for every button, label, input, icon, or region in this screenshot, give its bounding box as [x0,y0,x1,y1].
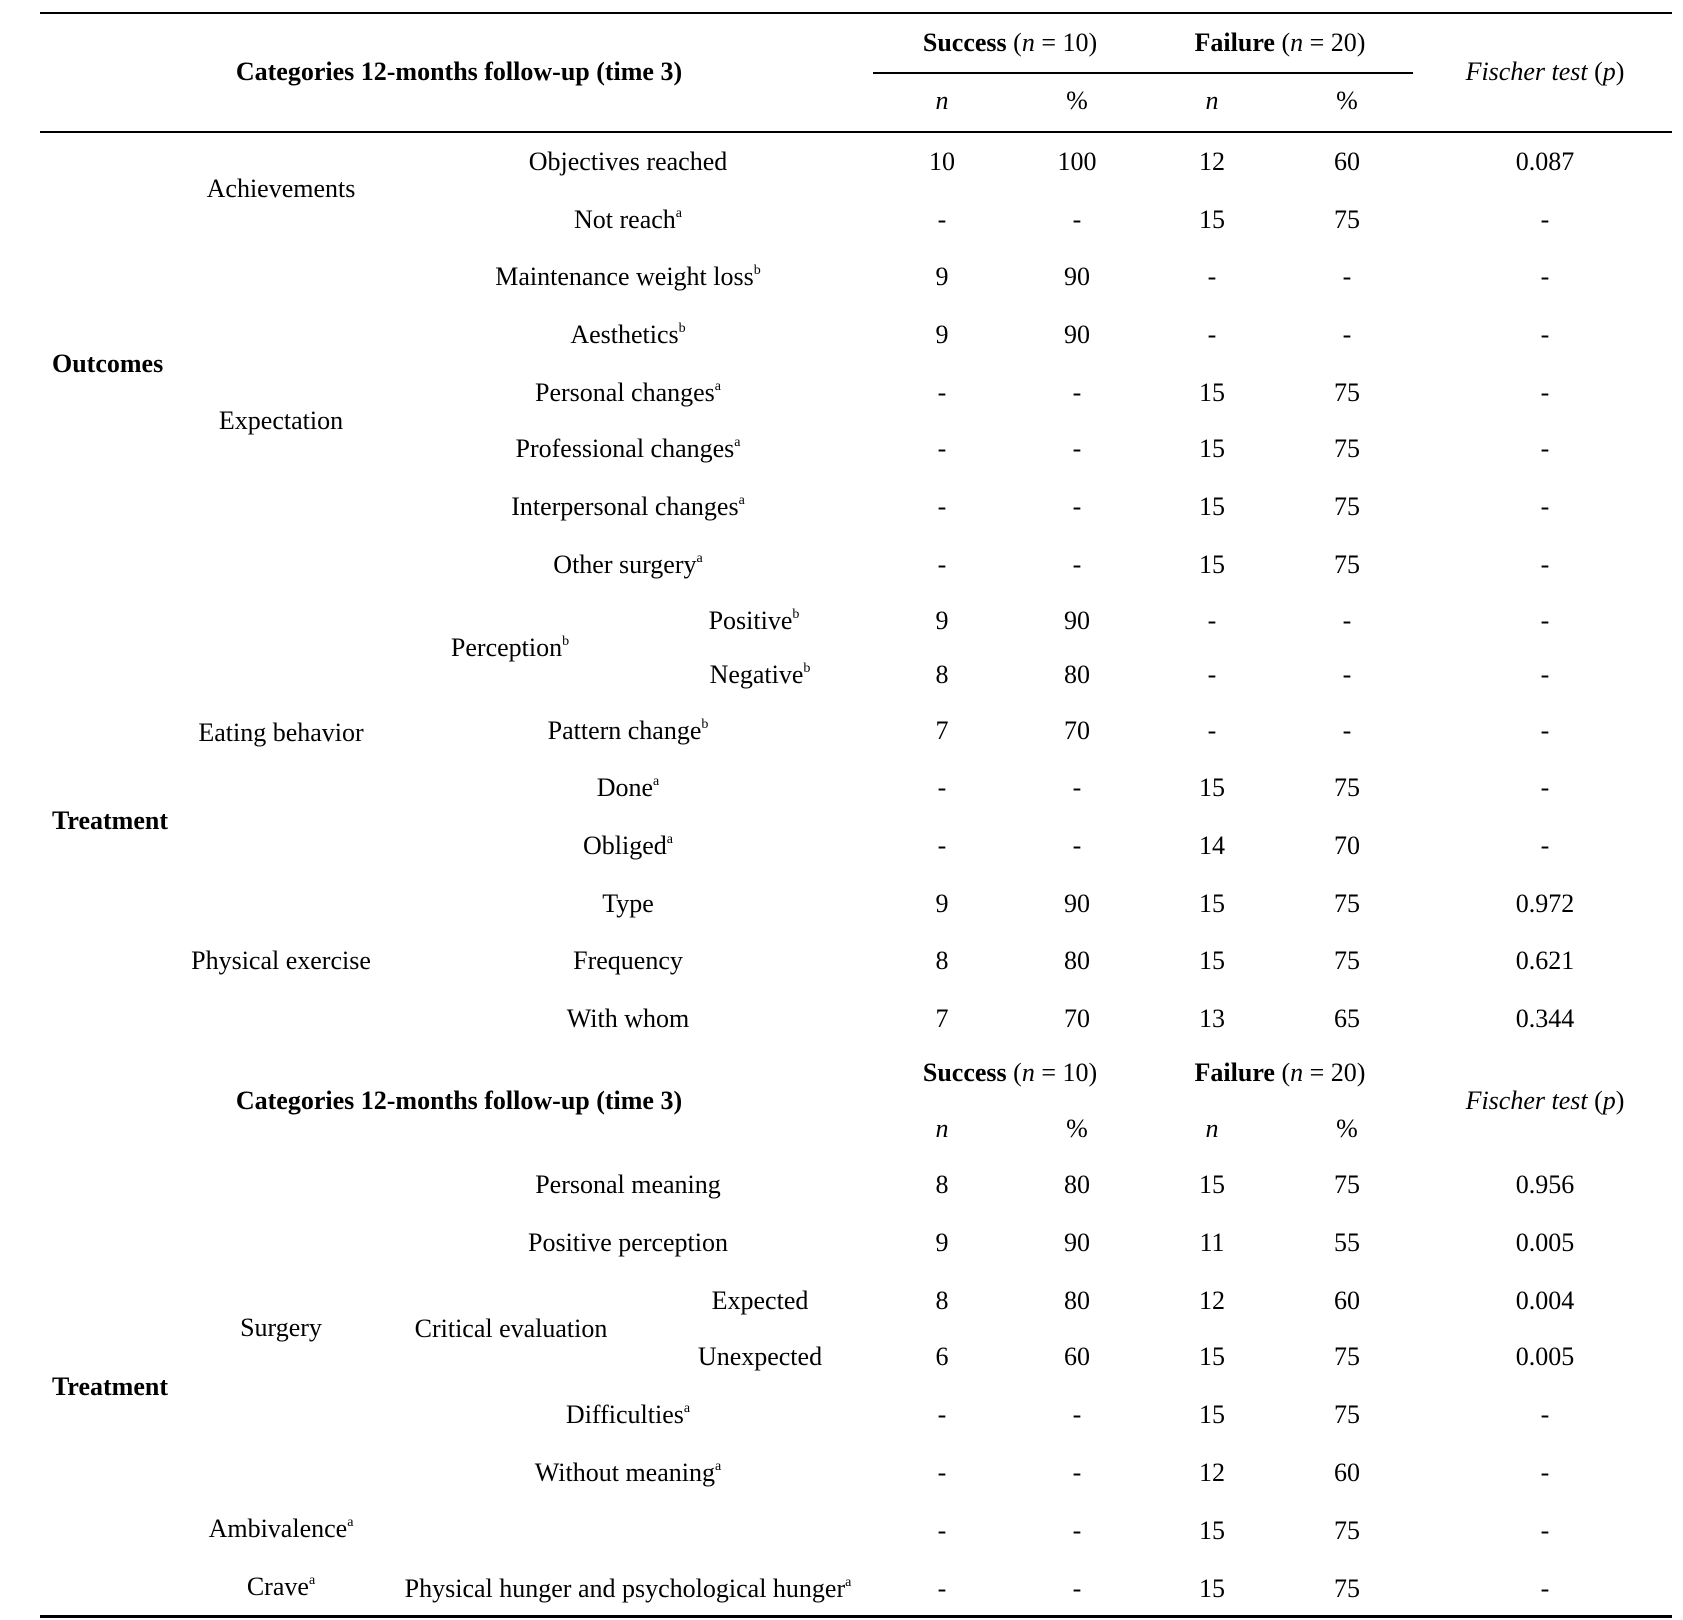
subgroup-expectation: Expectation [218,406,344,435]
success-percent-cell: - [1072,773,1082,802]
fischer-p-cell: 0.972 [1515,889,1575,918]
failure-n-cell: 15 [1199,205,1225,234]
failure-percent-cell: 60 [1334,1286,1360,1315]
fischer-p-cell: - [1540,660,1550,689]
success-percent-cell: - [1072,831,1082,860]
failure-header: Failure (n = 20) [1194,1058,1366,1087]
success-percent-cell: - [1072,1516,1082,1545]
failure-percent-cell: 75 [1334,773,1360,802]
row-label: Without meaning$^a$ [534,1458,722,1487]
success-percent-cell: - [1072,550,1082,579]
failure-percent-cell: - [1342,606,1352,635]
failure-n-cell: 15 [1199,1574,1225,1603]
fischer-p-cell: - [1540,1516,1550,1545]
subgroup-achievements: Achievements [206,174,356,203]
group-outcomes: Outcomes [52,349,164,378]
failure-percent-cell: - [1342,320,1352,349]
fischer-p-cell: 0.005 [1515,1228,1575,1257]
failure-n-cell: 14 [1199,831,1225,860]
fischer-p-cell: - [1540,1400,1550,1429]
row-label: Other surgery$^a$ [553,550,703,579]
fischer-p-cell: - [1540,773,1550,802]
success-n-cell: 9 [935,262,949,291]
success-label: Success [922,28,1007,57]
row-label: Positive perception [527,1228,729,1257]
success-percent-cell: - [1072,1458,1082,1487]
failure-n-symbol: n [1290,28,1304,57]
row-label: Personal changes$^a$ [535,378,721,407]
success-n-cell: - [937,1574,947,1603]
fischer-label: Fischer test [1465,1086,1588,1115]
failure-n-cell: - [1207,660,1217,689]
row-label: Type [602,889,654,918]
failure-percent-column-header: % [1336,1114,1358,1143]
failure-percent-cell: 75 [1334,1170,1360,1199]
fischer-p-cell: - [1540,378,1550,407]
success-percent-cell: 60 [1064,1342,1090,1371]
success-n-cell: - [937,1400,947,1429]
success-percent-cell: - [1072,1400,1082,1429]
footnote-marker: b [701,717,709,732]
fischer-p-cell: 0.087 [1515,147,1575,176]
failure-n-cell: 15 [1199,1342,1225,1371]
success-n-cell: 9 [935,889,949,918]
row-label: Aesthetics$^b$ [570,320,686,349]
success-percent-cell: 70 [1064,716,1090,745]
failure-n-cell: 15 [1199,434,1225,463]
success-n-cell: 8 [935,1286,949,1315]
success-n-column-header: n [935,86,949,115]
footnote-marker: a [845,1575,852,1590]
failure-percent-cell: 75 [1334,492,1360,521]
failure-n-cell: 15 [1199,550,1225,579]
fischer-p-cell: 0.621 [1515,946,1575,975]
subgroup-critical-evaluation: Critical evaluation [414,1314,608,1343]
success-percent-column-header: % [1066,1114,1088,1143]
success-n-value: = 10) [1034,28,1098,57]
success-percent-cell: - [1072,1574,1082,1603]
failure-n-cell: - [1207,320,1217,349]
success-n-cell: - [937,492,947,521]
success-n-cell: 10 [929,147,955,176]
failure-percent-cell: 55 [1334,1228,1360,1257]
success-percent-cell: 90 [1064,1228,1090,1257]
failure-n-column-header: n [1205,1114,1219,1143]
footnote-marker: a [683,1401,691,1416]
footnote-marker: a [308,1573,316,1588]
failure-percent-cell: 75 [1334,1400,1360,1429]
footnote-marker: a [666,832,673,847]
failure-n-cell: 15 [1199,773,1225,802]
failure-n-cell: - [1207,716,1217,745]
success-n-cell: 9 [935,606,949,635]
success-percent-cell: 90 [1064,262,1090,291]
success-n-cell: 6 [935,1342,949,1371]
success-percent-cell: - [1072,434,1082,463]
success-label: Success [922,1058,1007,1087]
success-header: Success (n = 10) [922,1058,1098,1087]
failure-n-cell: 15 [1199,889,1225,918]
row-label: Obliged$^a$ [583,831,673,860]
group-treatment: Treatment [52,1372,168,1401]
success-n-value: = 10) [1034,1058,1098,1087]
row-label: Unexpected [697,1342,823,1371]
failure-label: Failure [1194,1058,1275,1087]
failure-n-cell: 15 [1199,1516,1225,1545]
failure-n-cell: 15 [1199,1170,1225,1199]
fischer-p-cell: - [1540,550,1550,579]
row-label: Done$^a$ [596,773,660,802]
failure-percent-cell: 70 [1334,831,1360,860]
failure-percent-cell: 75 [1334,1342,1360,1371]
fischer-p-cell: 0.004 [1515,1286,1575,1315]
row-label: Difficulties$^a$ [565,1400,691,1429]
success-percent-cell: 100 [1057,147,1097,176]
failure-percent-cell: 60 [1334,1458,1360,1487]
success-n-cell: 8 [935,1170,949,1199]
footnote-marker: b [753,263,761,278]
footnote-marker: b [792,607,800,622]
fischer-p-cell: - [1540,205,1550,234]
failure-n-cell: 15 [1199,492,1225,521]
failure-percent-cell: - [1342,660,1352,689]
failure-n-value: = 20) [1303,28,1366,57]
footnote-marker: a [734,435,741,450]
failure-percent-cell: 75 [1334,378,1360,407]
success-n-cell: 8 [935,946,949,975]
footnote-marker: a [696,551,703,566]
fischer-p-cell: - [1540,831,1550,860]
fischer-p-cell: 0.956 [1515,1170,1575,1199]
footnote-marker: a [714,379,721,394]
row-label: Maintenance weight loss$^b$ [495,262,761,291]
fischer-p-cell: - [1540,1574,1550,1603]
success-header: Success (n = 10) [922,28,1098,57]
success-n-cell: - [937,1458,947,1487]
subgroup-surgery: Surgery [240,1313,322,1342]
success-n-cell: 9 [935,320,949,349]
categories-header: Categories 12-months follow-up (time 3) [235,1086,683,1115]
failure-n-symbol: n [1290,1058,1304,1087]
failure-percent-cell: 75 [1334,946,1360,975]
group-treatment: Treatment [52,806,168,835]
subgroup-ambivalence: Ambivalence$^a$ [208,1514,354,1543]
success-n-cell: 8 [935,660,949,689]
failure-percent-cell: - [1342,262,1352,291]
failure-n-cell: 15 [1199,378,1225,407]
subgroup-crave: Crave$^a$ [246,1572,316,1601]
success-n-cell: - [937,378,947,407]
failure-percent-cell: 65 [1334,1004,1360,1033]
header-bottom-rule [40,131,1672,133]
footnote-marker: b [562,634,570,649]
row-label: Frequency [573,946,683,975]
success-n-symbol: n [1021,28,1035,57]
row-label: Positive$^b$ [708,606,800,635]
fischer-p-cell: - [1540,262,1550,291]
success-percent-cell: - [1072,378,1082,407]
success-n-cell: - [937,550,947,579]
fischer-p-cell: - [1540,492,1550,521]
failure-n-cell: 11 [1199,1228,1225,1257]
failure-percent-cell: 75 [1334,205,1360,234]
footnote-marker: a [738,493,745,508]
row-label: Personal meaning [535,1170,721,1199]
failure-percent-column-header: % [1336,86,1358,115]
fischer-p-cell: 0.005 [1515,1342,1575,1371]
subgroup-physical-exercise: Physical exercise [191,946,371,975]
row-label: Objectives reached [528,147,728,176]
failure-n-value: = 20) [1303,1058,1366,1087]
row-label: Pattern change$^b$ [547,716,709,745]
success-n-symbol: n [1021,1058,1035,1087]
failure-percent-cell: 75 [1334,1574,1360,1603]
success-percent-cell: 70 [1064,1004,1090,1033]
fischer-p-cell: - [1540,320,1550,349]
failure-n-cell: - [1207,606,1217,635]
row-label: Professional changes$^a$ [515,434,741,463]
failure-percent-cell: 60 [1334,147,1360,176]
success-n-cell: 7 [935,716,949,745]
success-percent-cell: - [1072,492,1082,521]
top-rule [40,12,1672,14]
success-n-cell: - [937,205,947,234]
failure-n-cell: 12 [1199,147,1225,176]
success-n-cell: - [937,434,947,463]
row-label: Not reach$^a$ [574,205,682,234]
success-n-cell: 9 [935,1228,949,1257]
fischer-p-symbol: p [1602,57,1616,86]
fischer-p-cell: - [1540,1458,1550,1487]
success-n-cell: - [937,1516,947,1545]
failure-n-cell: 13 [1199,1004,1225,1033]
fischer-header: Fischer test (p) [1465,1086,1625,1115]
fischer-p-symbol: p [1602,1086,1616,1115]
categories-header: Categories 12-months follow-up (time 3) [235,57,683,86]
success-percent-cell: 80 [1064,1170,1090,1199]
success-n-cell: - [937,831,947,860]
row-label: Expected [711,1286,809,1315]
success-n-cell: - [937,773,947,802]
fischer-p-cell: - [1540,434,1550,463]
fischer-label: Fischer test [1465,57,1588,86]
failure-n-column-header: n [1205,86,1219,115]
failure-n-cell: 15 [1199,946,1225,975]
row-label: With whom [566,1004,690,1033]
subgroup-perception: Perception$^b$ [450,633,570,662]
row-label: Interpersonal changes$^a$ [511,492,745,521]
footnote-marker: a [347,1515,354,1530]
row-label: Negative$^b$ [709,660,811,689]
footnote-marker: a [714,1459,722,1474]
success-percent-column-header: % [1066,86,1088,115]
success-percent-cell: 80 [1064,660,1090,689]
failure-n-cell: 12 [1199,1458,1225,1487]
spanner-rule [873,72,1413,74]
success-n-cell: 7 [935,1004,949,1033]
failure-percent-cell: 75 [1334,434,1360,463]
failure-percent-cell: - [1342,716,1352,745]
success-n-column-header: n [935,1114,949,1143]
footnote-marker: b [803,661,811,676]
bottom-rule [40,1615,1672,1618]
success-percent-cell: 80 [1064,946,1090,975]
fischer-header: Fischer test (p) [1465,57,1625,86]
failure-n-cell: 12 [1199,1286,1225,1315]
failure-percent-cell: 75 [1334,1516,1360,1545]
failure-header: Failure (n = 20) [1194,28,1366,57]
footnote-marker: a [675,206,682,221]
failure-percent-cell: 75 [1334,550,1360,579]
fischer-p-cell: - [1540,606,1550,635]
footnote-marker: a [653,774,660,789]
failure-percent-cell: 75 [1334,889,1360,918]
fischer-p-cell: 0.344 [1515,1004,1575,1033]
failure-label: Failure [1194,28,1275,57]
success-percent-cell: 90 [1064,889,1090,918]
success-percent-cell: 80 [1064,1286,1090,1315]
success-percent-cell: 90 [1064,320,1090,349]
failure-n-cell: 15 [1199,1400,1225,1429]
footnote-marker: b [678,321,686,336]
success-percent-cell: 90 [1064,606,1090,635]
subgroup-eating-behavior: Eating behavior [198,718,364,747]
failure-n-cell: - [1207,262,1217,291]
row-label: Physical hunger and psychological hunger$^a$ [404,1574,852,1603]
fischer-p-cell: - [1540,716,1550,745]
success-percent-cell: - [1072,205,1082,234]
